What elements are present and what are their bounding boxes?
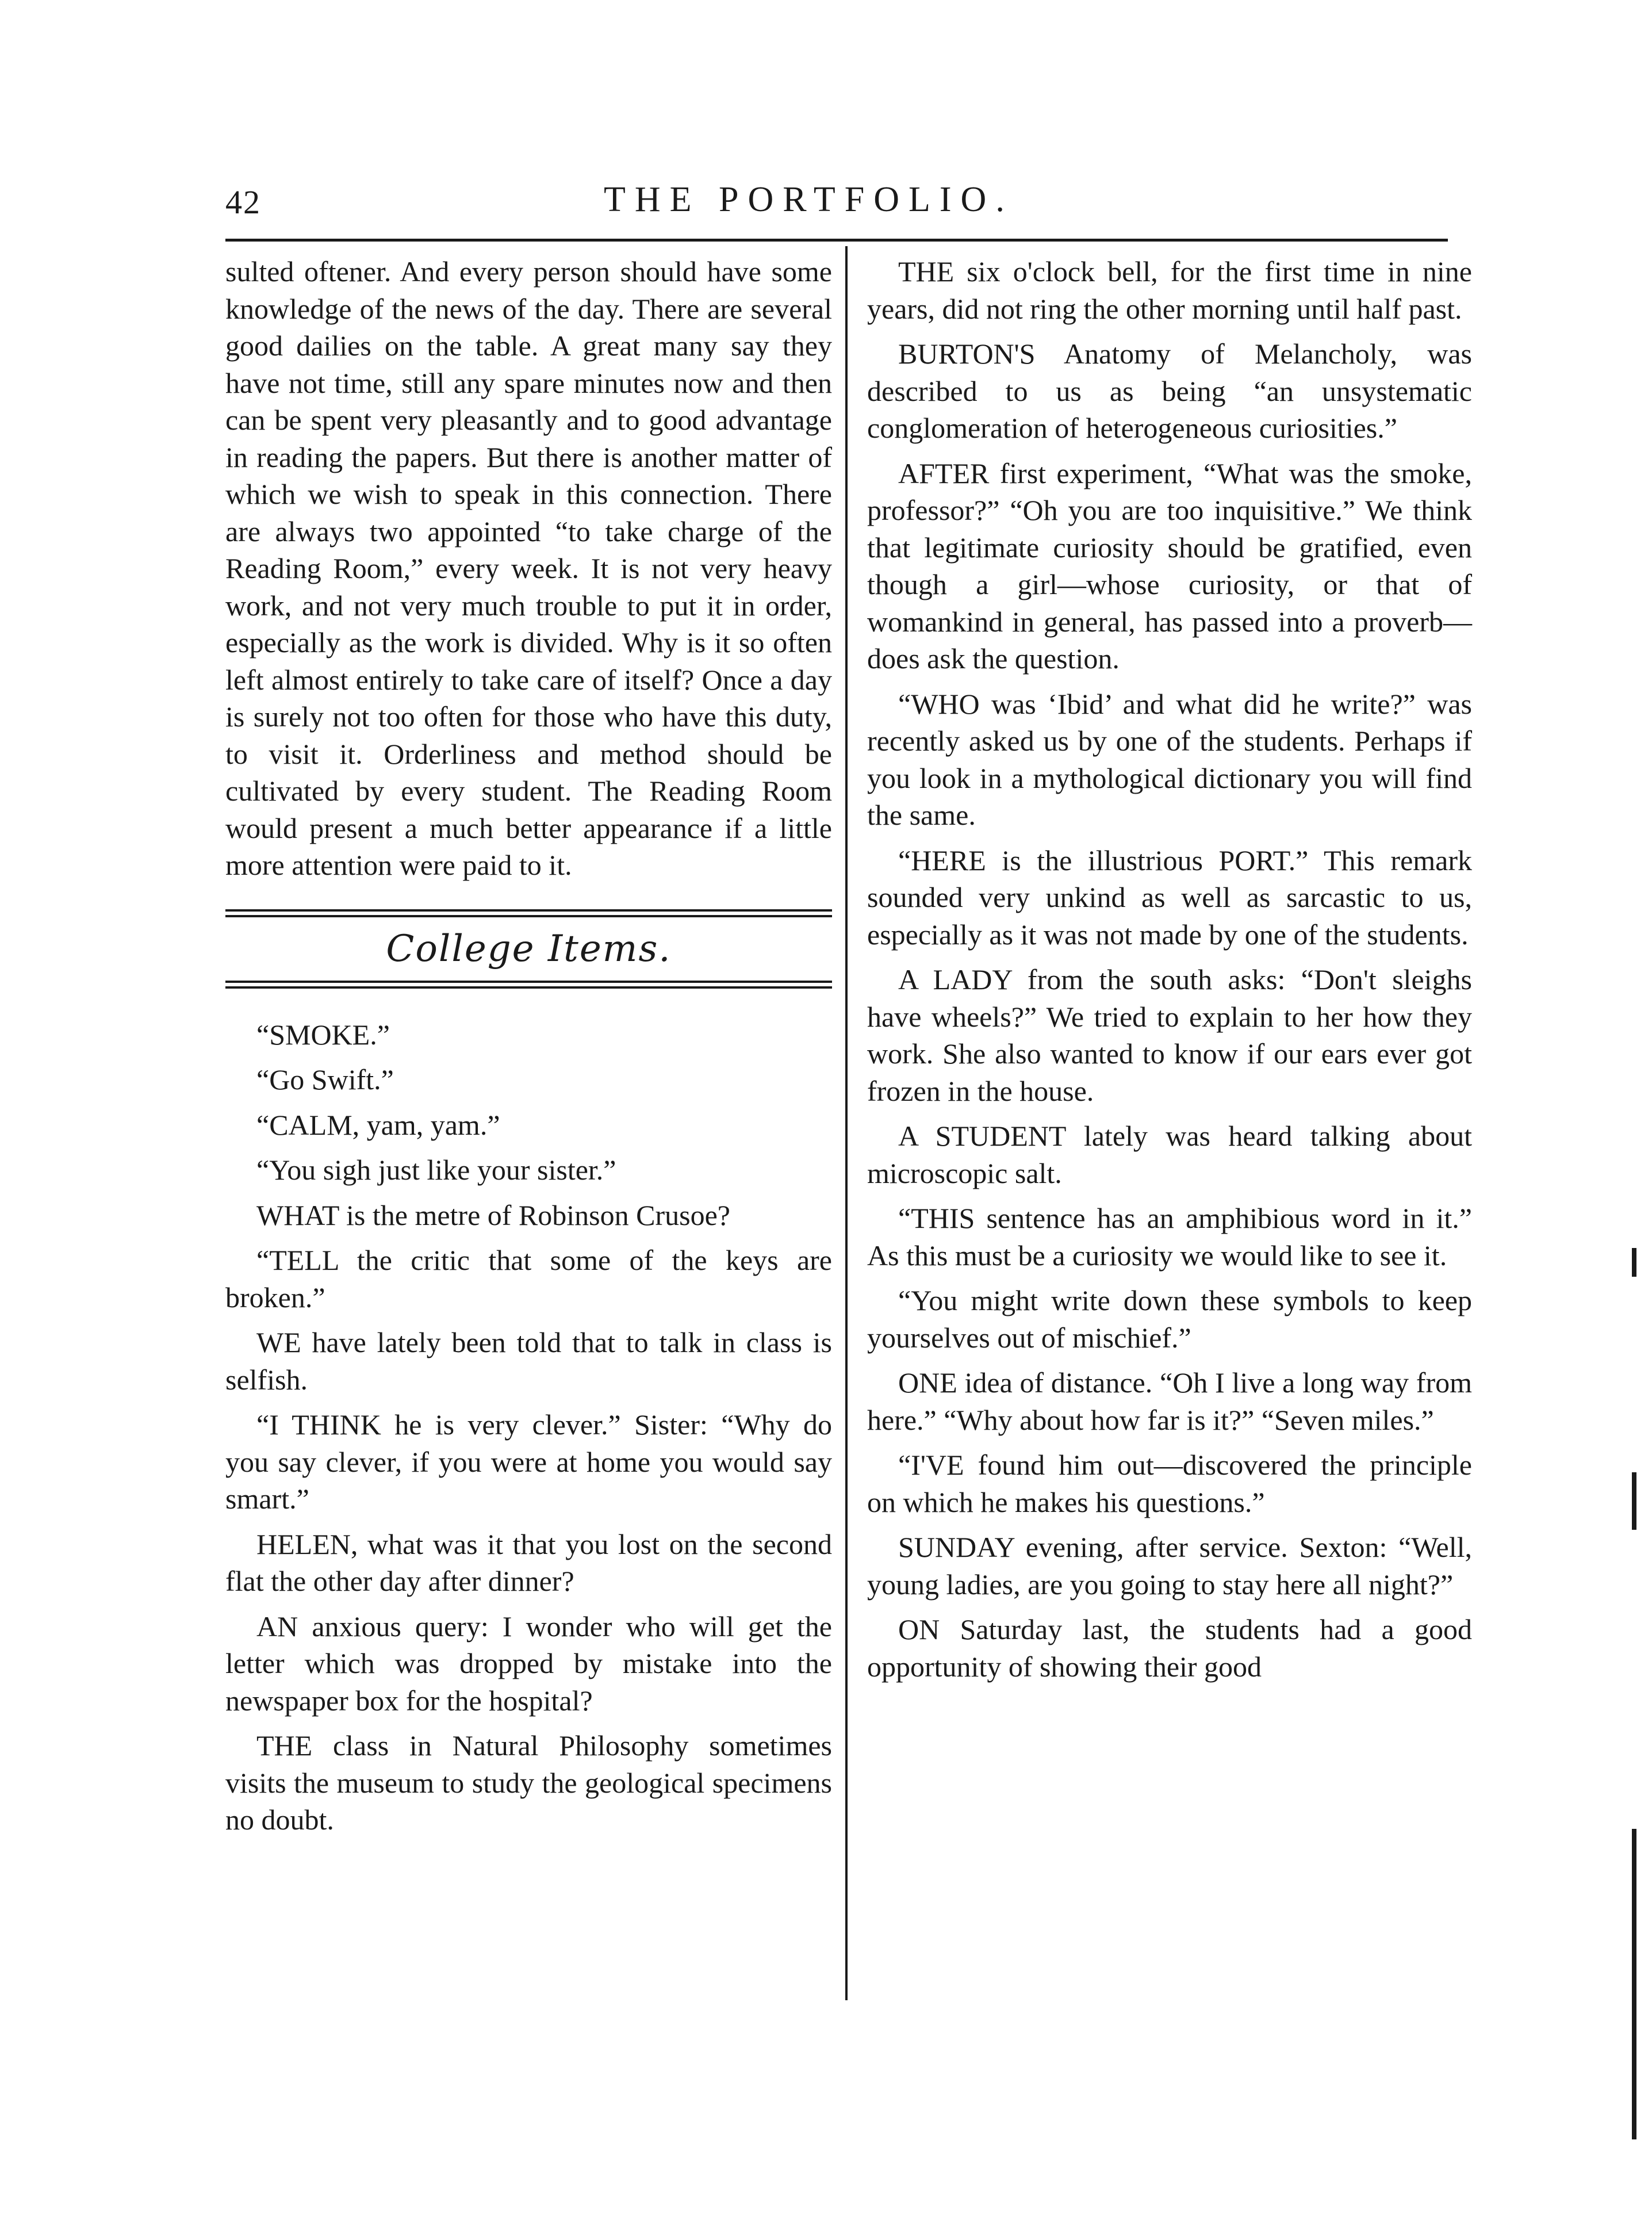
college-item: “You might write down these symbols to keep yourselves out of mischief.” [867,1284,1472,1354]
college-item: SUNDAY evening, after service. Sexton: “Well, young ladies, are you going to stay here all night?” [867,1531,1472,1601]
college-item: “I'VE found him out—discovered the principle on which he makes his questions.” [867,1449,1472,1518]
college-item: HELEN, what was it that you lost on the second flat the other day after dinner? [225,1527,832,1597]
college-item: “HERE is the illustrious PORT.” This remark sounded very unkind as well as sarcastic to us, especially as it was not made by one of the students. [867,844,1472,951]
college-item: AN anxious query: I wonder who will get the letter which was dropped by mistake into the newspaper box for the hospital? [225,1610,832,1717]
section-title: College Items. [386,927,672,970]
college-item: ONE idea of distance. “Oh I live a long way from here.” “Why about how far is it?” “Seven miles.” [867,1366,1472,1436]
college-item: “I THINK he is very clever.” Sister: “Why do you say clever, if you were at home you would say smart.” [225,1408,832,1515]
margin-mark [1632,1248,1636,1277]
margin-mark [1632,1829,1636,2139]
college-item: ON Saturday last, the students had a good opportunity of showing their good [867,1613,1472,1683]
left-column [225,253,832,1847]
college-item: WHAT is the metre of Robinson Crusoe? [256,1199,730,1231]
college-item: THE class in Natural Philosophy sometimes visits the museum to study the geological specimens no doubt. [225,1729,832,1836]
heading-rule-bottom [225,981,832,989]
college-item: “You sigh just like your sister.” [256,1154,616,1186]
college-item: “THIS sentence has an amphibious word in it.” As this must be a curiosity we would like to see it. [867,1202,1472,1272]
margin-mark [1632,1472,1636,1530]
college-item: BURTON'S Anatomy of Melancholy, was described to us as being “an unsystematic conglomeration of heterogeneous curiosities.” [867,338,1472,444]
college-item: WE have lately been told that to talk in class is selfish. [225,1326,832,1396]
college-item: A STUDENT lately was heard talking about microscopic salt. [867,1120,1472,1189]
heading-rule-top [225,909,832,917]
college-item: “CALM, yam, yam.” [256,1108,500,1141]
college-item: “SMOKE.” [256,1018,390,1051]
section-heading [225,909,832,989]
college-item: “TELL the critic that some of the keys are broken.” [225,1244,832,1314]
continued-paragraph: sulted oftener. And every person should have some knowledge of the news of the day. There are several good dailies on the table. A great many say they have not time, still any spare minutes now and then can be spent very pleasantly and to good advantage in reading the papers. But there is another matter of which we wish to speak in this connection. There are always two appointed “to take charge of the Reading Room,” every week. It is not very heavy work, and not very much trouble to put it in order, especially as the work is divided. Why is it so often left almost entirely to take care of itself? Once a day is surely not too often for those who have this duty, to visit it. Orderliness and method should be cultivated by every student. The Reading Room would present a much better appearance if a little more attention were paid to it. [225,255,832,881]
college-item: “WHO was ‘Ibid’ and what did he write?” was recently asked us by one of the students. Perhaps if you look in a mythological dictionary you will find the same. [867,687,1472,831]
column-divider [845,246,848,2000]
header-rule [225,239,1448,242]
college-item: “Go Swift.” [256,1063,394,1096]
college-item: A LADY from the south asks: “Don't sleighs have wheels?” We tried to explain to her how they work. She also wanted to know if our ears ever got frozen in the house. [867,963,1472,1107]
college-item: AFTER first experiment, “What was the smoke, professor?” “Oh you are too inquisitive.” We think that legitimate curiosity should be gratified, even though a girl—whose curiosity, or that of womankind in general, has passed into a proverb—does ask the question. [867,457,1472,675]
page-number: 42 [225,183,261,221]
college-item: THE six o'clock bell, for the first time in nine years, did not ring the other morning until half past. [867,255,1472,325]
running-title: THE PORTFOLIO. [604,180,1014,219]
right-column [867,253,1472,1693]
